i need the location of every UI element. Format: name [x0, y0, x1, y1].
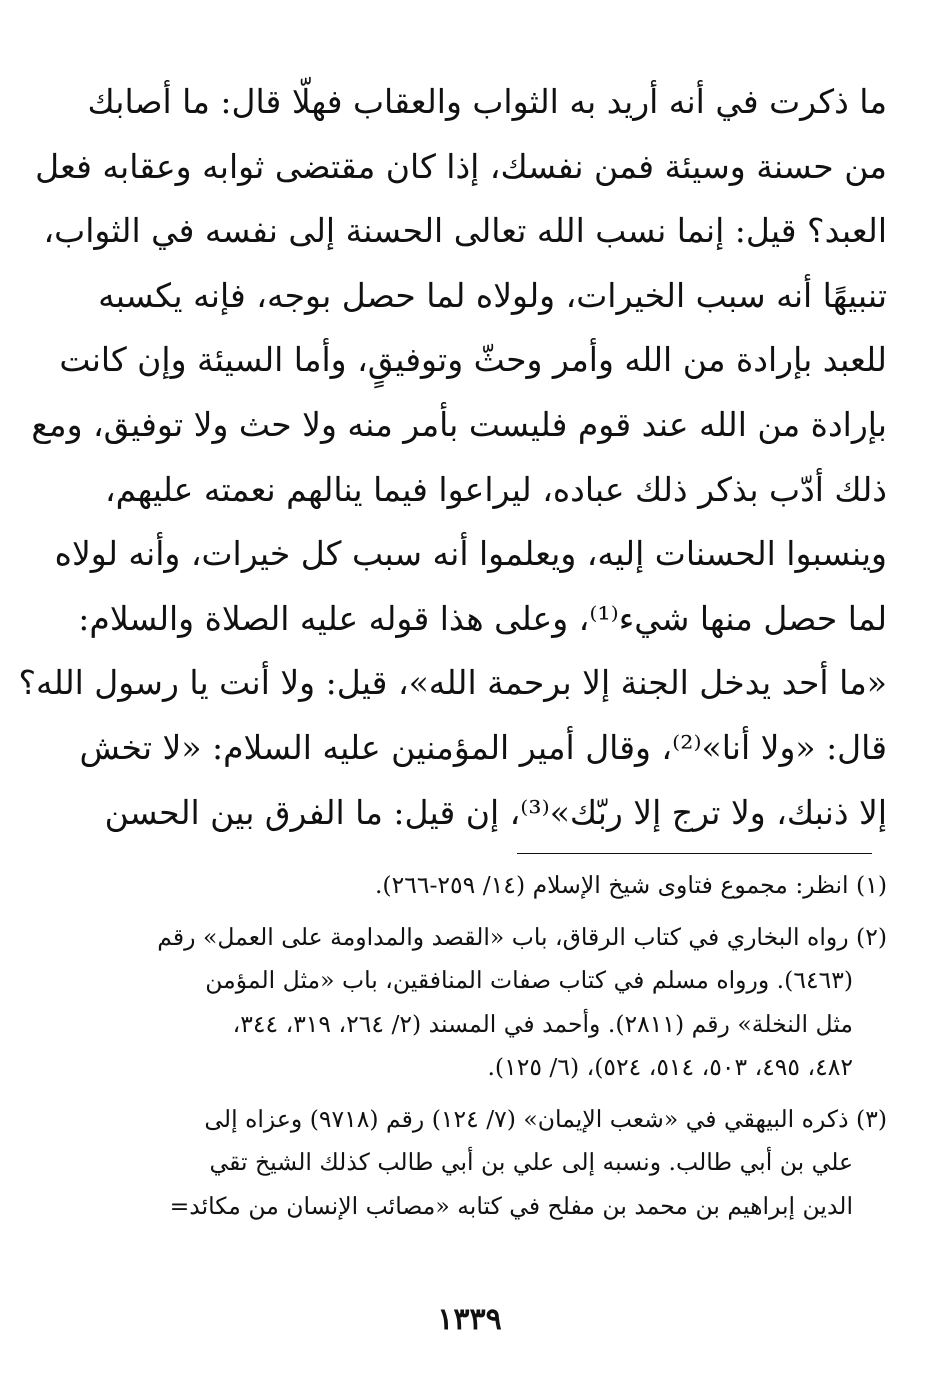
- main-text-line: وينسبوا الحسنات إليه، ويعلموا أنه سبب كل خيرات، وأنه لولاه: [54, 534, 887, 574]
- main-text-line: قال: «ولا أنا»⁽²⁾، وقال أمير المؤمنين عليه السلام: «لا تخش: [79, 727, 887, 767]
- main-text-line: إلا ذنبك، ولا ترج إلا ربّك»⁽³⁾، إن قيل: ما الفرق بين الحسن: [104, 792, 887, 832]
- main-text-line: من حسنة وسيئة فمن نفسك، إذا كان مقتضى ثوابه وعقابه فعل: [35, 146, 887, 186]
- main-text-block: [18, 70, 887, 845]
- footnote-line: علي بن أبي طالب. ونسبه إلى علي بن أبي طالب كذلك الشيخ تقي: [209, 1148, 853, 1176]
- footnote-line: ٤٨٢، ٤٩٥، ٥٠٣، ٥١٤، ٥٢٤)، (٦/ ١٢٥).: [487, 1053, 853, 1081]
- main-text-line: ما ذكرت في أنه أريد به الثواب والعقاب فهلّا قال: ما أصابك: [87, 82, 887, 121]
- main-text-line: العبد؟ قيل: إنما نسب الله تعالى الحسنة إلى نفسه في الثواب،: [43, 211, 887, 251]
- footnote-line: الدين إبراهيم بن محمد بن مفلح في كتابه «مصائب الإنسان من مكائد=: [169, 1191, 853, 1220]
- main-text-line: تنبيهًا أنه سبب الخيرات، ولولاه لما حصل بوجه، فإنه يكسبه: [98, 275, 887, 315]
- footnote-line: (٦٤٦٣). ورواه مسلم في كتاب صفات المنافقين، باب «مثل المؤمن: [205, 966, 853, 994]
- main-text-line: «ما أحد يدخل الجنة إلا برحمة الله»، قيل: ولا أنت يا رسول الله؟: [18, 663, 887, 703]
- footnotes-block: [112, 864, 887, 1228]
- footnote-1: [112, 864, 887, 908]
- footnote-divider: [517, 853, 872, 854]
- main-text-line: بإرادة من الله عند قوم فليست بأمر منه ولا حث ولا توفيق، ومع: [31, 404, 887, 444]
- footnote-line: (٢) رواه البخاري في كتاب الرقاق، باب «القصد والمداومة على العمل» رقم: [157, 922, 887, 951]
- footnote-line: (٣) ذكره البيهقي في «شعب الإيمان» (٧/ ١٢٤) رقم (٩٧١٨) وعزاه إلى: [204, 1104, 887, 1133]
- main-text-line: للعبد بإرادة من الله وأمر وحثّ وتوفيقٍ، وأما السيئة وإن كانت: [59, 340, 887, 380]
- main-text-line: ذلك أدّب بذكر ذلك عباده، ليراعوا فيما ينالهم نعمته عليهم،: [104, 469, 887, 509]
- footnote-2: [112, 916, 887, 1090]
- footnote-line: مثل النخلة» رقم (٢٨١١). وأحمد في المسند (٢/ ٢٦٤، ٣١٩، ٣٤٤،: [232, 1009, 853, 1038]
- footnote-line: (١) انظر: مجموع فتاوى شيخ الإسلام (١٤/ ٢٥٩-٢٦٦).: [374, 871, 887, 899]
- main-text-line: لما حصل منها شيء⁽¹⁾، وعلى هذا قوله عليه الصلاة والسلام:: [78, 598, 887, 638]
- page-number: ١٣٣٩: [437, 1302, 502, 1337]
- footnote-3: [112, 1098, 887, 1229]
